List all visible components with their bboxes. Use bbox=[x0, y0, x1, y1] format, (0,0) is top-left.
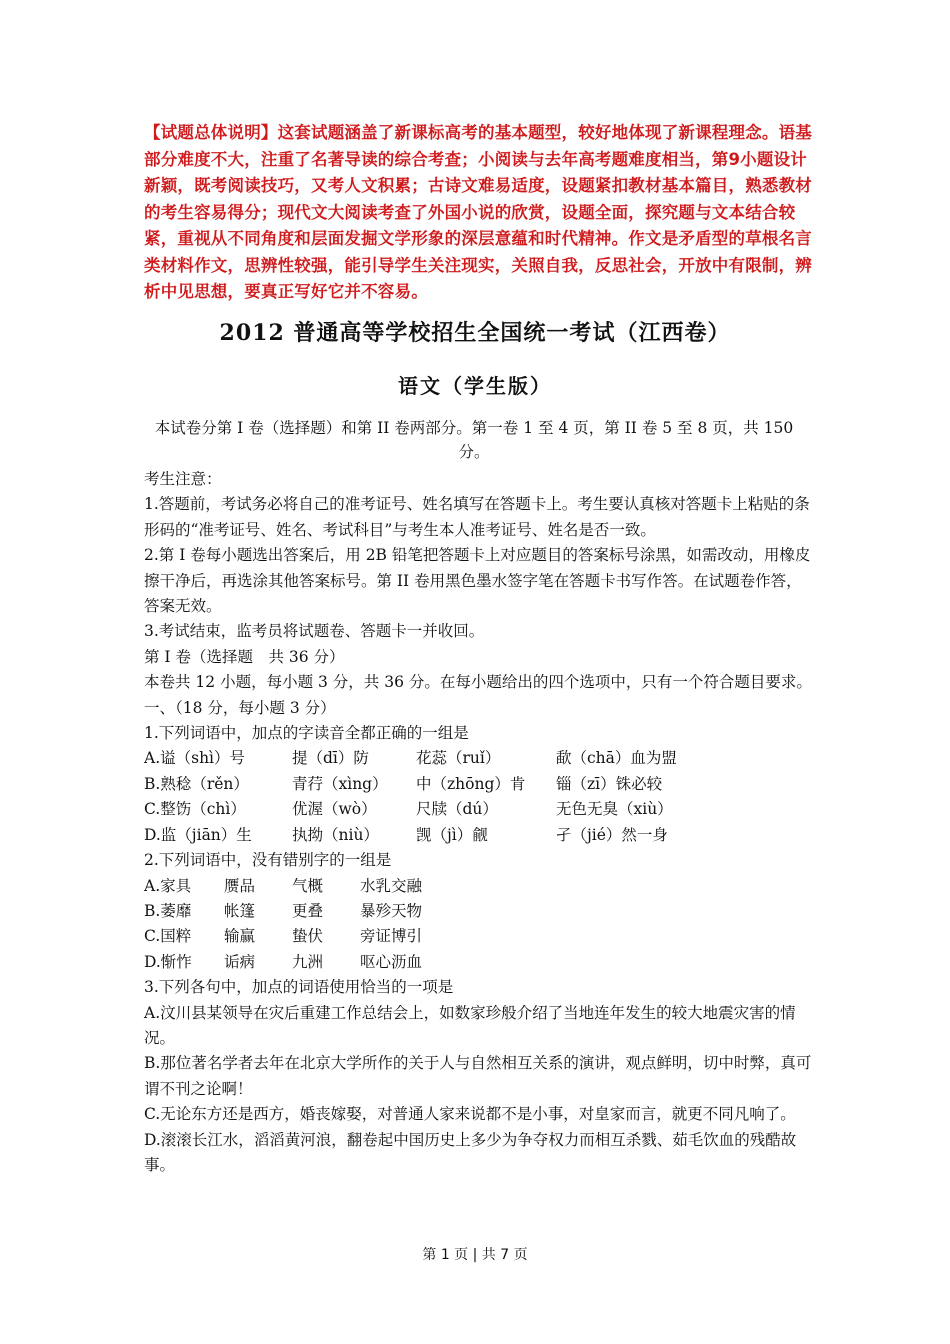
question-3-option-b: B.那位著名学者去年在北京大学所作的关于人与自然相互关系的演讲，观点鲜明，切中时弊，真可谓不刊之论啊！ bbox=[144, 1054, 812, 1098]
option-cell: B.熟稔（rěn） bbox=[144, 774, 249, 793]
exam-preamble: 本试卷分第 I 卷（选择题）和第 II 卷两部分。第一卷 1 至 4 页，第 II 卷 5 至 8 页，共 150 分。 bbox=[154, 419, 794, 461]
notice-item: 2.第 I 卷每小题选出答案后，用 2B 铅笔把答题卡上对应题目的答案标号涂黑，如需改动，用橡皮擦干净后，再选涂其他答案标号。第 II 卷用黑色墨水签字笔在答题卡书写作答。在试题卷作答，答案无效。 bbox=[144, 546, 811, 616]
question-1-option-a bbox=[144, 746, 816, 771]
exam-title: 2012 普通高等学校招生全国统一考试（江西卷） bbox=[219, 320, 731, 346]
option-cell: 执拗（niù） bbox=[292, 825, 379, 844]
section-heading: 一、（18 分，每小题 3 分） bbox=[144, 698, 336, 717]
option-cell: 呕心沥血 bbox=[360, 952, 423, 971]
question-1-stem: 1.下列词语中，加点的字读音全都正确的一组是 bbox=[144, 724, 469, 743]
option-cell: 蛰伏 bbox=[292, 927, 324, 946]
option-cell: 无色无臭（xiù） bbox=[556, 800, 673, 819]
question-1-option-b bbox=[144, 772, 816, 797]
option-cell: 更叠 bbox=[292, 901, 324, 920]
notice-title: 考生注意： bbox=[144, 470, 222, 488]
exam-subtitle: 语文（学生版） bbox=[398, 374, 552, 398]
question-3-option-a: A.汶川县某领导在灾后重建工作总结会上，如数家珍般介绍了当地连年发生的较大地震灾害的情况。 bbox=[144, 1003, 796, 1047]
question-2-stem: 2.下列词语中，没有错别字的一组是 bbox=[144, 851, 392, 870]
option-cell: 气概 bbox=[292, 876, 324, 895]
question-2-option-b bbox=[144, 899, 816, 924]
option-cell: 锱（zī）铢必较 bbox=[556, 774, 663, 793]
option-cell: A.谥（shì）号 bbox=[144, 749, 246, 768]
option-cell: D.监（jiān）生 bbox=[144, 825, 252, 844]
option-cell: 提（dī）防 bbox=[292, 749, 369, 768]
option-cell: 帐篷 bbox=[224, 901, 256, 920]
option-cell: 暴殄天物 bbox=[360, 901, 423, 920]
option-cell: B.萎靡 bbox=[144, 901, 192, 920]
option-cell: D.惭怍 bbox=[144, 952, 192, 971]
question-2-option-a bbox=[144, 874, 816, 899]
option-cell: 水乳交融 bbox=[360, 876, 423, 895]
question-3-option-c: C.无论东方还是西方，婚丧嫁娶，对普通人家来说都不是小事，对皇家而言，就更不同凡响了。 bbox=[144, 1105, 796, 1124]
exam-overview-note: 【试题总体说明】这套试题涵盖了新课标高考的基本题型，较好地体现了新课程理念。语基部分难度不大，注重了名著导读的综合考查；小阅读与去年高考题难度相当，第9小题设计新颖，既考阅读技巧，又考人文积累；古诗文难易适度，设题紧扣教材基本篇目，熟悉教材的考生容易得分；现代文大阅读考查了外国小说的欣赏，设题全面，探究题与文本结合较紧，重视从不同角度和层面发掘文学形象的深层意蕴和时代精神。作文是矛盾型的草根名言类材料作文，思辨性较强，能引导学生关注现实，关照自我，反思社会，开放中有限制，辨析中见思想，要真正写好它并不容易。 bbox=[144, 123, 812, 301]
option-cell: 觊（jì）觎 bbox=[416, 825, 488, 844]
option-cell: 输赢 bbox=[224, 927, 256, 946]
option-cell: C.国粹 bbox=[144, 927, 192, 946]
option-cell: 中（zhōng）肯 bbox=[416, 774, 526, 793]
part1-title: 第 I 卷（选择题 共 36 分） bbox=[144, 647, 345, 666]
question-3-stem: 3.下列各句中，加点的词语使用恰当的一项是 bbox=[144, 978, 454, 997]
option-cell: 歃（chā）血为盟 bbox=[556, 749, 677, 768]
option-cell: 青荇（xìng） bbox=[292, 774, 388, 793]
question-2-option-c bbox=[144, 924, 816, 949]
option-cell: 优渥（wò） bbox=[292, 800, 377, 819]
question-3-option-d: D.滚滚长江水，滔滔黄河浪，翻卷起中国历史上多少为争夺权力而相互杀戮、茹毛饮血的残酷故事。 bbox=[144, 1130, 797, 1174]
question-1-option-c bbox=[144, 797, 816, 822]
option-cell: 赝品 bbox=[224, 876, 256, 895]
notice-item: 3.考试结束，监考员将试题卷、答题卡一并收回。 bbox=[144, 622, 485, 641]
notice-item: 1.答题前，考试务必将自己的准考证号、姓名填写在答题卡上。考生要认真核对答题卡上粘贴的条形码的“准考证号、姓名、考试科目”与考生本人准考证号、姓名是否一致。 bbox=[144, 495, 810, 539]
option-cell: 九洲 bbox=[292, 952, 324, 971]
option-cell: 尺牍（dú） bbox=[416, 800, 498, 819]
question-1-option-d bbox=[144, 823, 816, 848]
option-cell: 花蕊（ruǐ） bbox=[416, 749, 501, 768]
option-cell: 诟病 bbox=[224, 952, 256, 971]
part1-description: 本卷共 12 小题，每小题 3 分，共 36 分。在每小题给出的四个选项中，只有一个符合题目要求。 bbox=[144, 673, 812, 692]
exam-body bbox=[144, 467, 816, 1178]
option-cell: 孑（jié）然一身 bbox=[556, 825, 668, 844]
option-cell: 旁证博引 bbox=[360, 927, 423, 946]
option-cell: C.整饬（chì） bbox=[144, 800, 246, 819]
page-footer: 第 1 页 | 共 7 页 bbox=[422, 1247, 528, 1263]
option-cell: A.家具 bbox=[144, 876, 192, 895]
question-2-option-d bbox=[144, 950, 816, 975]
